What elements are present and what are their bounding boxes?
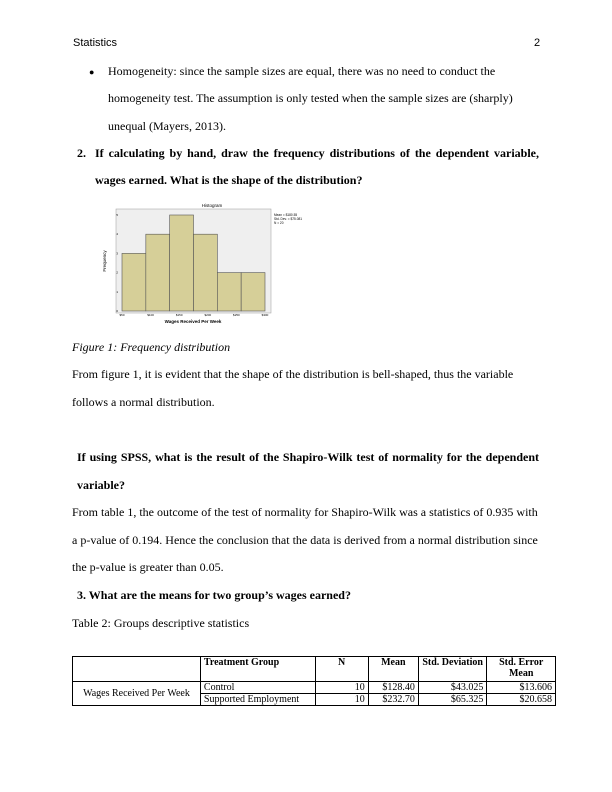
bullet-text-line-2: homogeneity test. The assumption is only tested when the sample sizes are (sharply) [108, 91, 513, 105]
bullet-text-line-1: Homogeneity: since the sample sizes are equal, there was no need to conduct the [108, 64, 496, 78]
cell-group: Supported Employment [200, 694, 315, 706]
cell-n: 10 [315, 682, 368, 694]
x-tick-label: $150 [175, 313, 183, 317]
legend-n: N = 20 [274, 221, 284, 225]
table-header-row [73, 657, 556, 682]
histogram-chart [97, 201, 327, 327]
header-std-deviation: Std. Deviation [418, 657, 487, 682]
histogram-bar [217, 273, 241, 311]
header-treatment-group: Treatment Group [200, 657, 315, 682]
para-figure-line-1: From figure 1, it is evident that the shape of the distribution is bell-shaped, thus the variable [72, 367, 514, 381]
x-tick-label: $50 [119, 313, 125, 317]
header-n: N [315, 657, 368, 682]
question-spss-line-2: variable? [77, 478, 125, 492]
cell-group: Control [200, 682, 315, 694]
histogram-bar [241, 273, 265, 311]
y-tick-label: 4 [116, 232, 118, 237]
header-mean: Mean [368, 657, 418, 682]
cell-mean: $128.40 [368, 682, 418, 694]
para-figure-line-2: follows a normal distribution. [72, 395, 215, 409]
para-shapiro-line-2: a p-value of 0.194. Hence the conclusion that the data is derived from a normal distribution since [72, 533, 538, 547]
y-axis-label: Frequency [102, 250, 107, 272]
x-tick-label: $250 [233, 313, 240, 317]
y-tick-label: 0 [116, 309, 118, 313]
histogram-bar [194, 234, 218, 311]
figure-caption: Figure 1: Frequency distribution [72, 340, 231, 354]
y-tick-label: 3 [116, 251, 118, 256]
header-cell-empty [73, 657, 201, 682]
histogram-bar [170, 215, 194, 311]
x-tick-label: $200 [204, 313, 212, 317]
running-header-title: Statistics [73, 37, 118, 49]
question-spss-line-1: If using SPSS, what is the result of the Shapiro-Wilk test of normality for the dependent [77, 450, 539, 464]
legend-sd: Std. Dev. = $75.081 [274, 217, 303, 221]
question-2-line-1: If calculating by hand, draw the frequency distributions of the dependent variable, [95, 146, 539, 160]
question-2-number: 2. [77, 146, 86, 160]
histogram-bar [146, 234, 170, 311]
row-label: Wages Received Per Week [73, 682, 201, 706]
y-tick-label: 5 [116, 213, 118, 217]
histogram-bar [122, 253, 146, 311]
y-tick-label: 2 [116, 270, 118, 275]
x-tick-label: $300 [261, 313, 269, 317]
question-2-line-2: wages earned. What is the shape of the distribution? [95, 173, 363, 187]
cell-sd: $43.025 [418, 682, 487, 694]
table-row [73, 682, 556, 694]
x-axis-label: Wages Received Per Week [164, 319, 222, 324]
bullet-icon: ● [89, 67, 95, 77]
x-tick-label: $100 [147, 313, 154, 317]
cell-se: $20.658 [487, 694, 556, 706]
chart-title: Histogram [201, 203, 223, 208]
header-std-error-mean: Std. Error Mean [487, 657, 556, 682]
cell-mean: $232.70 [368, 694, 418, 706]
question-3: 3. What are the means for two group’s wages earned? [77, 588, 351, 602]
cell-n: 10 [315, 694, 368, 706]
y-tick-label: 1 [116, 289, 118, 294]
bullet-text-line-3: unequal (Mayers, 2013). [108, 119, 226, 133]
page-number: 2 [534, 37, 541, 49]
cell-se: $13.606 [487, 682, 556, 694]
descriptive-stats-table [72, 656, 556, 706]
para-shapiro-line-1: From table 1, the outcome of the test of normality for Shapiro-Wilk was a statistics of 0.935 with [72, 505, 538, 519]
cell-sd: $65.325 [418, 694, 487, 706]
table-caption: Table 2: Groups descriptive statistics [72, 616, 250, 630]
para-shapiro-line-3: the p-value is greater than 0.05. [72, 560, 224, 574]
legend-mean: Mean = $180.55 [274, 213, 298, 217]
